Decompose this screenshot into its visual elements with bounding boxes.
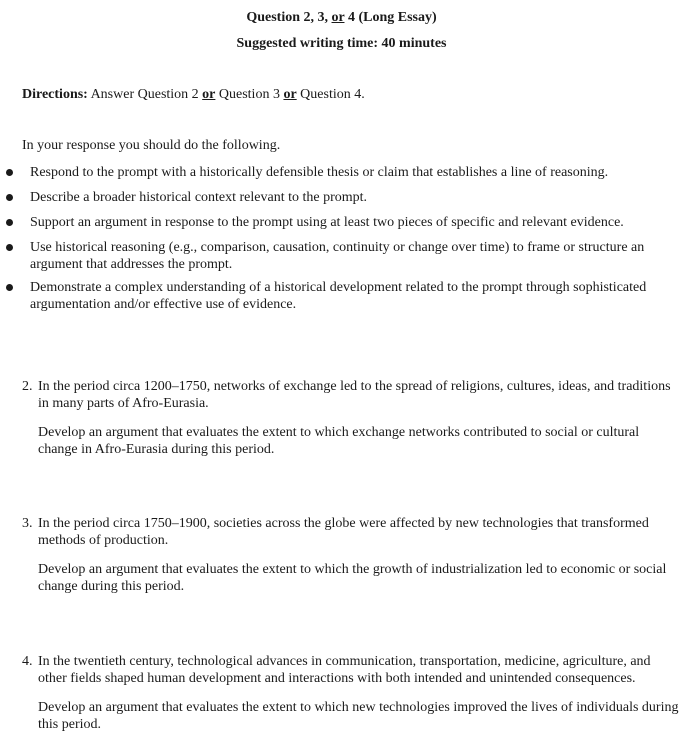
- list-item-text: Demonstrate a complex understanding of a historical development related to the prompt through sophisticated argumentation and/or effective use of evidence.: [30, 280, 647, 312]
- list-item: [0, 239, 683, 273]
- directions-text-2: Question 3: [215, 87, 284, 102]
- directions-text-1: Answer Question 2: [87, 87, 203, 102]
- list-item-text: Support an argument in response to the prompt using at least two pieces of specific and relevant evidence.: [30, 215, 624, 230]
- list-item-text: Use historical reasoning (e.g., comparison, causation, continuity or change over time) to frame or structure an argument that addresses the prompt.: [30, 240, 645, 272]
- question-prompt: In the period circa 1750–1900, societies across the globe were affected by new technologies that transformed methods of production.: [38, 516, 649, 548]
- question-task: Develop an argument that evaluates the extent to which the growth of industrialization led to economic or social change during this period.: [38, 562, 667, 594]
- question-number: 4.: [22, 654, 33, 669]
- directions-or-1: or: [202, 87, 216, 102]
- question-prompt: In the period circa 1200–1750, networks of exchange led to the spread of religions, cultures, ideas, and traditions in many parts of Afro-Eurasia.: [38, 379, 671, 411]
- title-suffix: 4 (Long Essay): [344, 10, 437, 25]
- bullet-icon: [6, 219, 13, 226]
- question-task: Develop an argument that evaluates the extent to which new technologies improved the lives of individuals during this period.: [38, 700, 679, 732]
- list-item-text: Respond to the prompt with a historically defensible thesis or claim that establishes a line of reasoning.: [30, 165, 609, 180]
- question-2: [22, 378, 682, 458]
- question-3: [22, 515, 682, 595]
- question-4: [22, 653, 682, 733]
- exam-title: [0, 9, 683, 26]
- directions-label: Directions:: [22, 87, 88, 102]
- directions-text-3: Question 4.: [296, 87, 365, 102]
- bullet-icon: [6, 194, 13, 201]
- bullet-icon: [6, 169, 13, 176]
- requirements-list: [0, 164, 683, 313]
- directions-or-2: or: [283, 87, 297, 102]
- list-item: [0, 214, 683, 231]
- writing-time: Suggested writing time: 40 minutes: [236, 36, 447, 51]
- question-task: Develop an argument that evaluates the extent to which exchange networks contributed to social or cultural change in Afro-Eurasia during this period.: [38, 425, 640, 457]
- list-item: [0, 279, 683, 313]
- bullet-icon: [6, 284, 13, 291]
- title-or: or: [331, 10, 345, 25]
- list-item: [0, 189, 683, 206]
- bullet-icon: [6, 244, 13, 251]
- intro-text: In your response you should do the following.: [22, 138, 281, 153]
- title-prefix: Question 2, 3,: [246, 10, 332, 25]
- question-number: 3.: [22, 516, 33, 531]
- list-item-text: Describe a broader historical context relevant to the prompt.: [30, 190, 368, 205]
- list-item: [0, 164, 683, 181]
- question-prompt: In the twentieth century, technological advances in communication, transportation, medicine, agriculture, and other fields shaped human development and interactions with both intended and unintended consequences.: [38, 654, 651, 686]
- directions: [22, 86, 672, 103]
- question-number: 2.: [22, 379, 33, 394]
